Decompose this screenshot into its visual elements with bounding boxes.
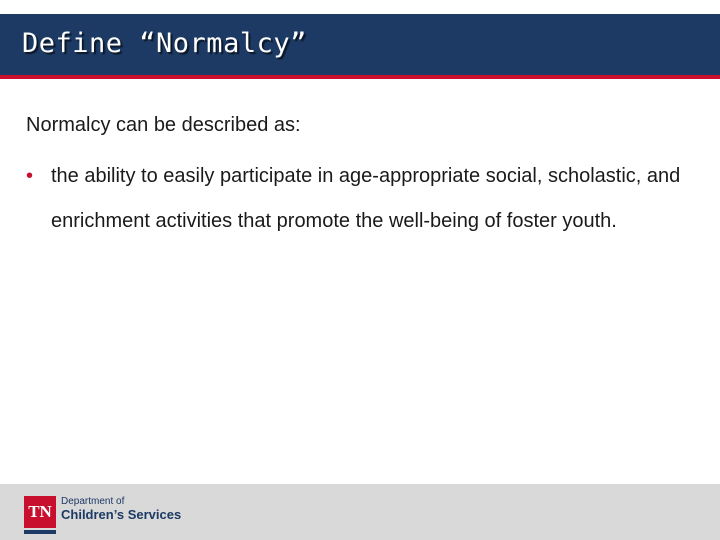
bullet-text: the ability to easily participate in age-appropriate social, scholastic, and enrichment activities that promote the well-being of foster youth.	[51, 165, 681, 232]
title-bar	[0, 14, 720, 79]
footer	[0, 484, 720, 540]
intro-text: Normalcy can be described as:	[26, 114, 301, 136]
slide-content	[26, 110, 696, 244]
logo-agency-name: Children’s Services	[61, 507, 182, 522]
bullet-list	[26, 154, 696, 244]
slide-title: Define “Normalcy”	[22, 28, 307, 59]
bullet-marker: •	[26, 165, 34, 187]
tn-logo-mark: TN	[24, 496, 56, 528]
bullet-item	[26, 154, 696, 244]
logo-dept-line: Department of	[61, 496, 125, 507]
logo-underline	[24, 530, 56, 534]
